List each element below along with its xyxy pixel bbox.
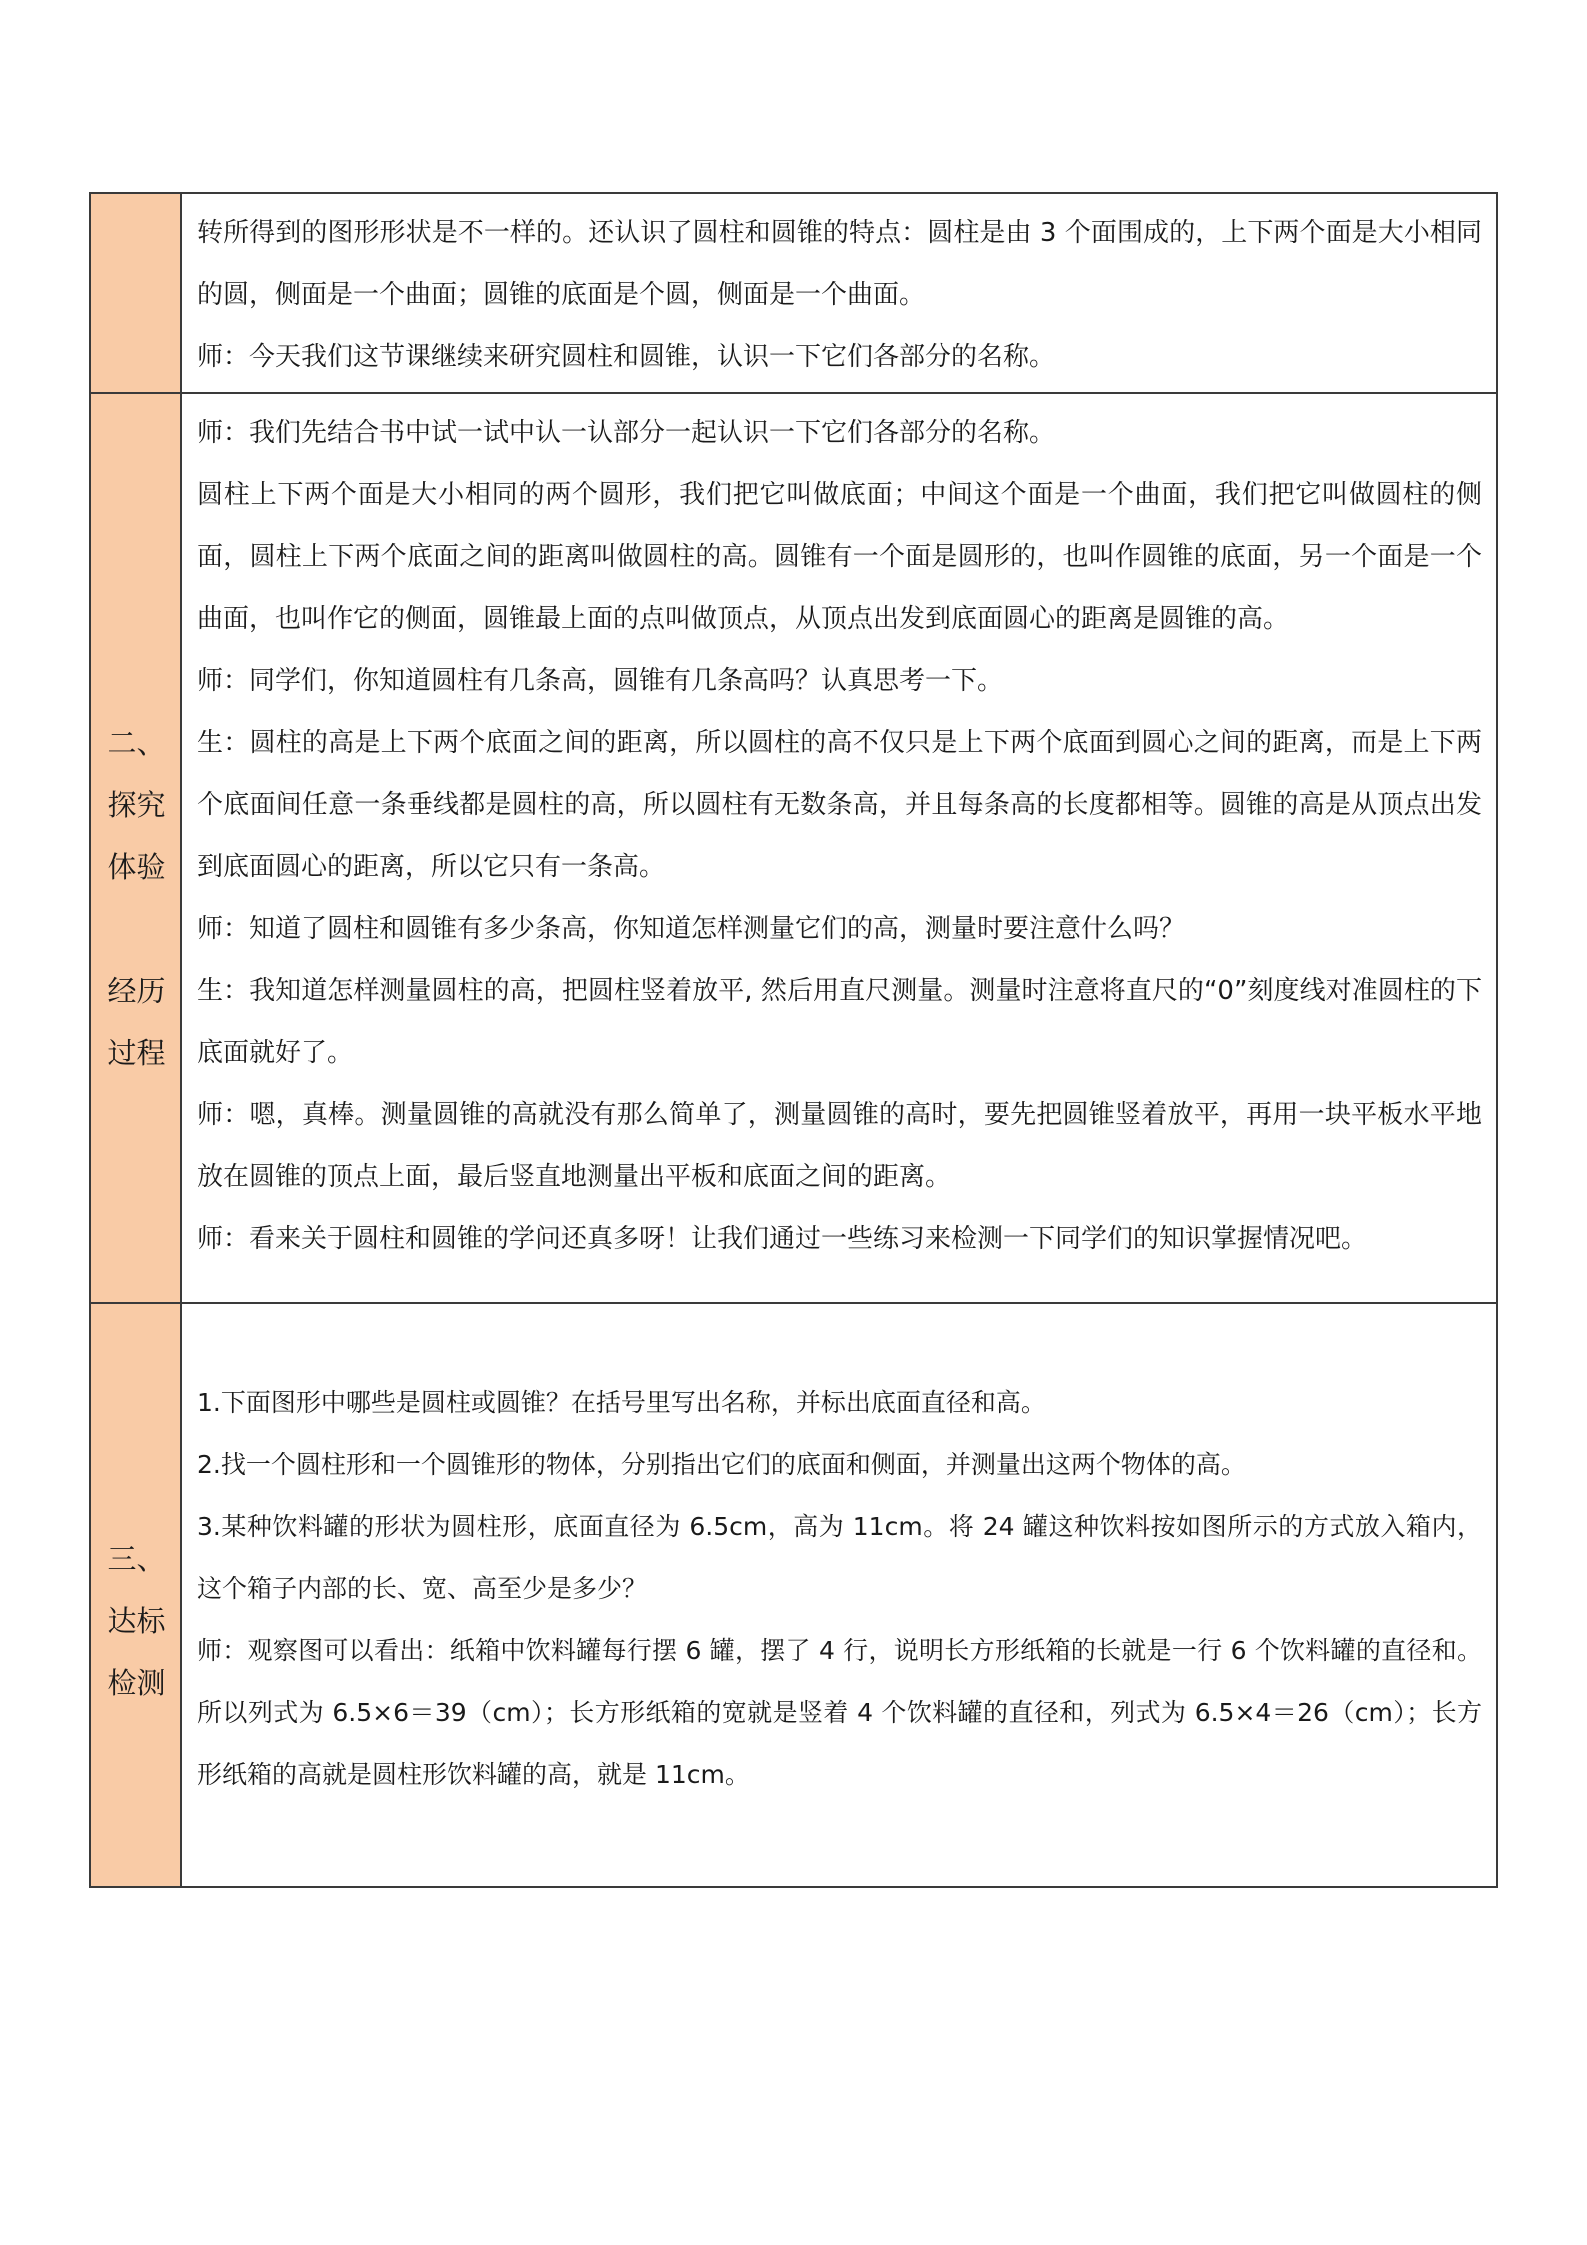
table-row xyxy=(90,393,1497,1303)
section-label-line: 体验 xyxy=(107,850,166,884)
paragraph: 圆柱上下两个面是大小相同的两个圆形，我们把它叫做底面；中间这个面是一个曲面，我们把它叫做圆柱的侧面，圆柱上下两个底面之间的距离叫做圆柱的高。圆锥有一个面是圆形的，也叫作圆锥的底面，另一个面是一个曲面，也叫作它的侧面，圆锥最上面的点叫做顶点，从顶点出发到底面圆心的距离是圆锥的高。 xyxy=(197,480,1482,634)
section-label-line: 过程 xyxy=(107,1036,166,1070)
lesson-plan-table xyxy=(89,192,1498,1888)
row-label-cell xyxy=(90,193,181,393)
paragraph: 生：我知道怎样测量圆柱的高，把圆柱竖着放平, 然后用直尺测量。测量时注意将直尺的“0”刻度线对准圆柱的下底面就好了。 xyxy=(197,976,1482,1068)
paragraph: 师：知道了圆柱和圆锥有多少条高，你知道怎样测量它们的高，测量时要注意什么吗？ xyxy=(197,914,1186,944)
paragraph: 生：圆柱的高是上下两个底面之间的距离，所以圆柱的高不仅只是上下两个底面到圆心之间的距离，而是上下两个底面间任意一条垂线都是圆柱的高，所以圆柱有无数条高，并且每条高的长度都相等。圆锥的高是从顶点出发到底面圆心的距离，所以它只有一条高。 xyxy=(197,728,1482,882)
section-label-line: 三、 xyxy=(107,1542,166,1576)
paragraph: 转所得到的图形形状是不一样的。还认识了圆柱和圆锥的特点：圆柱是由 3 个面围成的，上下两个面是大小相同的圆，侧面是一个曲面；圆锥的底面是个圆，侧面是一个曲面。 xyxy=(197,218,1482,310)
section-label xyxy=(91,394,180,1084)
section-label-line: 检测 xyxy=(107,1666,166,1700)
section-label-line: 探究 xyxy=(107,788,166,822)
paragraph: 师：今天我们这节课继续来研究圆柱和圆锥，认识一下它们各部分的名称。 xyxy=(197,342,1056,372)
row-label-cell xyxy=(90,1303,181,1887)
table-row xyxy=(90,1303,1497,1887)
paragraph: 师：嗯，真棒。测量圆锥的高就没有那么简单了，测量圆锥的高时，要先把圆锥竖着放平，再用一块平板水平地放在圆锥的顶点上面，最后竖直地测量出平板和底面之间的距离。 xyxy=(197,1100,1482,1192)
section-label-line: 经历 xyxy=(107,974,166,1008)
section-label xyxy=(91,1304,180,1714)
exercise-item: 1.下面图形中哪些是圆柱或圆锥？在括号里写出名称，并标出底面直径和高。 xyxy=(197,1388,1046,1417)
paragraph: 师：看来关于圆柱和圆锥的学问还真多呀！让我们通过一些练习来检测一下同学们的知识掌握情况吧。 xyxy=(197,1224,1368,1254)
section-label-spacer xyxy=(93,898,180,960)
section-label-line: 二、 xyxy=(107,726,166,760)
table-row xyxy=(90,193,1497,393)
paragraph: 师：我们先结合书中试一试中认一认部分一起认识一下它们各部分的名称。 xyxy=(197,418,1056,448)
paragraph: 师：同学们，你知道圆柱有几条高，圆锥有几条高吗？认真思考一下。 xyxy=(197,666,1004,696)
row-label-cell xyxy=(90,393,181,1303)
exercise-item: 3.某种饮料罐的形状为圆柱形，底面直径为 6.5cm，高为 11cm。将 24 罐这种饮料按如图所示的方式放入箱内，这个箱子内部的长、宽、高至少是多少？ xyxy=(197,1512,1482,1603)
section-label-line: 达标 xyxy=(107,1604,166,1638)
paragraph: 师：观察图可以看出：纸箱中饮料罐每行摆 6 罐，摆了 4 行，说明长方形纸箱的长就是一行 6 个饮料罐的直径和。所以列式为 6.5×6＝39（cm）；长方形纸箱的宽就是竖着 4 个饮料罐的直径和，列式为 6.5×4＝26（cm）；长方形纸箱的高就是圆柱形饮料罐的高，就是 11cm。 xyxy=(197,1636,1482,1789)
exercise-item: 2.找一个圆柱形和一个圆锥形的物体，分别指出它们的底面和侧面，并测量出这两个物体的高。 xyxy=(197,1450,1246,1479)
row-content-cell xyxy=(181,393,1497,1303)
row-content-cell xyxy=(181,193,1497,393)
row-content-cell xyxy=(181,1303,1497,1887)
